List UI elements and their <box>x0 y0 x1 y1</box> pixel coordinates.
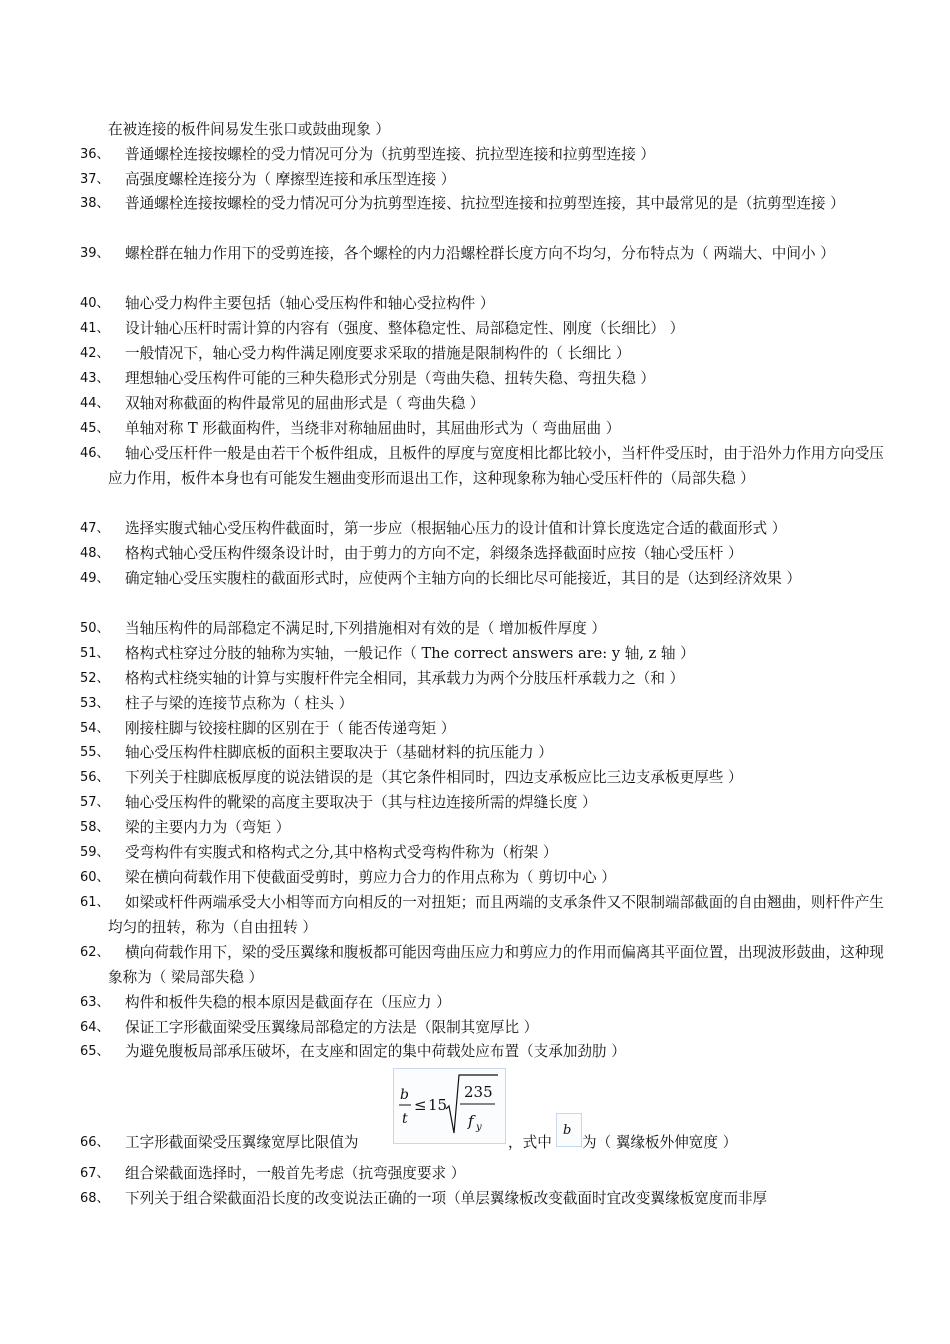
item-text: 下列关于柱脚底板厚度的说法错误的是（其它条件相同时，四边支承板应比三边支承板更厚些 ） <box>125 769 743 786</box>
formula-coef: 15 <box>428 1096 448 1114</box>
item-number: 58、 <box>80 820 110 835</box>
item-number: 60、 <box>80 870 110 885</box>
item-number: 45、 <box>80 421 110 436</box>
item-number: 48、 <box>80 546 110 561</box>
formula-f: f <box>468 1112 474 1130</box>
continuation-line: 在被连接的板件间易发生张口或鼓曲现象 ） <box>108 121 390 138</box>
item-text: 螺栓群在轴力作用下的受剪连接，各个螺栓的内力沿螺栓群长度方向不均匀，分布特点为（ 两端大、中间小 ） <box>125 245 835 262</box>
item-number: 64、 <box>80 1020 110 1035</box>
item-text: 轴心受压构件的靴梁的高度主要取决于（其与柱边连接所需的焊缝长度 ） <box>125 794 597 811</box>
item-text: 普通螺栓连接按螺栓的受力情况可分为（抗剪型连接、抗拉型连接和拉剪型连接 ） <box>125 146 656 163</box>
item-number: 46、 <box>80 446 110 461</box>
item-number: 42、 <box>80 346 110 361</box>
item-66-suffix: 为（ 翼缘板外伸宽度 ） <box>582 1134 738 1151</box>
item-number: 55、 <box>80 745 110 760</box>
item-text: 普通螺栓连接按螺栓的受力情况可分为抗剪型连接、抗拉型连接和拉剪型连接，其中最常见的是（抗剪型连接 ） <box>125 195 845 212</box>
formula-graphic <box>394 1069 505 1143</box>
item-66-prefix: 工字形截面梁受压翼缘宽厚比限值为 <box>125 1134 359 1151</box>
item-text: 高强度螺栓连接分为（ 摩擦型连接和承压型连接 ） <box>125 171 456 188</box>
item-number: 51、 <box>80 646 110 661</box>
width-thickness-formula <box>393 1068 506 1144</box>
item-text: 横向荷载作用下，梁的受压翼缘和腹板都可能因弯曲压应力和剪应力的作用而偏离其平面位置，出现波形鼓曲，这种现象称为（ 梁局部失稳 ） <box>108 944 884 986</box>
item-text: 设计轴心压杆时需计算的内容有（强度、整体稳定性、局部稳定性、刚度（长细比） ） <box>125 320 685 337</box>
item-number: 59、 <box>80 845 110 860</box>
item-text: 确定轴心受压实腹柱的截面形式时，应使两个主轴方向的长细比尽可能接近，其目的是（达到经济效果 ） <box>125 570 801 587</box>
item-text: 轴心受压构件柱脚底板的面积主要取决于（基础材料的抗压能力 ） <box>125 744 553 761</box>
formula-b: b <box>400 1087 409 1103</box>
item-text: 选择实腹式轴心受压构件截面时，第一步应（根据轴心压力的设计值和计算长度选定合适的截面形式 ） <box>125 520 787 537</box>
item-text: 一般情况下，轴心受力构件满足刚度要求采取的措施是限制构件的（ 长细比 ） <box>125 345 631 362</box>
item-text: 单轴对称 T 形截面构件，当绕非对称轴屈曲时，其屈曲形式为（ 弯曲屈曲 ） <box>125 420 621 437</box>
item-text: 轴心受力构件主要包括（轴心受压构件和轴心受拉构件 ） <box>125 295 495 312</box>
item-number: 44、 <box>80 396 110 411</box>
item-text: 轴心受压杆件一般是由若干个板件组成，且板件的厚度与宽度相比都比较小，当杆件受压时，由于沿外力作用方向受压应力作用，板件本身也有可能发生翘曲变形而退出工作，这种现象称为轴心受压杆件的（局部失稳 ） <box>108 445 884 487</box>
item-text: 刚接柱脚与铰接柱脚的区别在于（ 能否传递弯矩 ） <box>125 720 456 737</box>
item-number: 68、 <box>80 1191 110 1206</box>
formula-numerator: 235 <box>464 1083 493 1101</box>
formula-le: ≤ <box>414 1096 427 1114</box>
item-number: 40、 <box>80 296 110 311</box>
item-text: 当轴压构件的局部稳定不满足时,下列措施相对有效的是（ 增加板件厚度 ） <box>125 620 606 637</box>
item-number: 67、 <box>80 1166 110 1181</box>
item-number: 36、 <box>80 147 110 162</box>
item-text: 格构式轴心受压构件缀条设计时，由于剪力的方向不定，斜缀条选择截面时应按（轴心受压杆 ） <box>125 545 743 562</box>
formula-subscript: y <box>476 1122 482 1133</box>
symbol-b-graphic <box>557 1114 581 1146</box>
item-number: 37、 <box>80 172 110 187</box>
item-text: 组合梁截面选择时，一般首先考虑（抗弯强度要求 ） <box>125 1165 466 1182</box>
item-number: 61、 <box>80 895 110 910</box>
symbol-b-image <box>556 1113 582 1147</box>
item-text: 格构式柱穿过分肢的轴称为实轴，一般记作（ The correct answers are: y 轴, z 轴 ） <box>125 645 695 662</box>
item-text: 为避免腹板局部承压破坏，在支座和固定的集中荷载处应布置（支承加劲肋 ） <box>125 1043 626 1060</box>
item-text: 构件和板件失稳的根本原因是截面存在（压应力 ） <box>125 994 451 1011</box>
symbol-b: b <box>563 1123 572 1138</box>
item-number: 47、 <box>80 521 110 536</box>
item-number: 63、 <box>80 995 110 1010</box>
item-number: 62、 <box>80 945 110 960</box>
item-number: 49、 <box>80 571 110 586</box>
item-number: 56、 <box>80 770 110 785</box>
formula-t: t <box>402 1111 408 1127</box>
item-text: 梁的主要内力为（弯矩 ） <box>125 819 291 836</box>
item-text: 保证工字形截面梁受压翼缘局部稳定的方法是（限制其宽厚比 ） <box>125 1019 539 1036</box>
item-text: 梁在横向荷载作用下使截面受剪时，剪应力合力的作用点称为（ 剪切中心 ） <box>125 869 616 886</box>
item-text: 如梁或杆件两端承受大小相等而方向相反的一对扭矩；而且两端的支承条件又不限制端部截面的自由翘曲，则杆件产生均匀的扭转，称为（自由扭转 ） <box>108 894 884 936</box>
item-text: 下列关于组合梁截面沿长度的改变说法正确的一项（单层翼缘板改变截面时宜改变翼缘板宽度而非厚 <box>125 1190 768 1207</box>
item-number: 54、 <box>80 721 110 736</box>
item-number: 52、 <box>80 671 110 686</box>
item-text: 受弯构件有实腹式和格构式之分,其中格构式受弯构件称为（桁架 ） <box>125 844 558 861</box>
item-number: 41、 <box>80 321 110 336</box>
item-number: 50、 <box>80 621 110 636</box>
item-text: 格构式柱绕实轴的计算与实腹杆件完全相同，其承载力为两个分肢压杆承载力之（和 ） <box>125 670 685 687</box>
item-number: 38、 <box>80 196 110 211</box>
item-number: 39、 <box>80 246 110 261</box>
item-number: 43、 <box>80 371 110 386</box>
item-number: 66、 <box>80 1135 110 1150</box>
item-number: 53、 <box>80 696 110 711</box>
item-66-middle: ，式中 <box>508 1134 552 1151</box>
item-text: 双轴对称截面的构件最常见的屈曲形式是（ 弯曲失稳 ） <box>125 395 485 412</box>
item-text: 理想轴心受压构件可能的三种失稳形式分别是（弯曲失稳、扭转失稳、弯扭失稳 ） <box>125 370 656 387</box>
item-number: 57、 <box>80 795 110 810</box>
item-number: 65、 <box>80 1044 110 1059</box>
item-text: 柱子与梁的连接节点称为（ 柱头 ） <box>125 695 354 712</box>
